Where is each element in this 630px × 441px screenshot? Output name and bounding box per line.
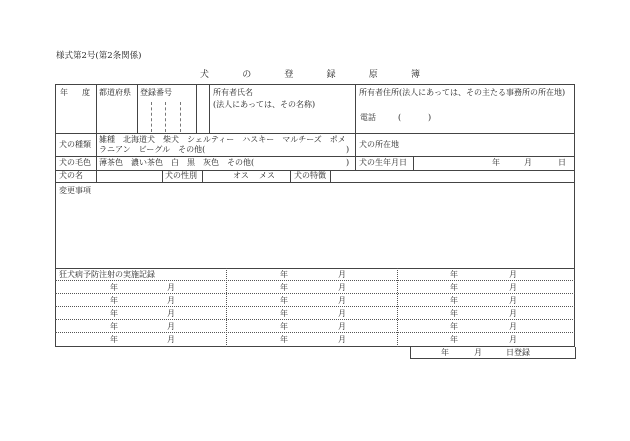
rabies-month: 月	[509, 322, 517, 331]
coat-label: 犬の毛色	[59, 158, 91, 167]
birth-year: 年	[492, 158, 500, 167]
footer-border	[575, 347, 576, 358]
col-divider	[96, 133, 97, 182]
rabies-record-label: 狂犬病予防注射の実施記録	[59, 270, 155, 279]
breed-other-close: )	[346, 145, 350, 154]
col-divider	[290, 170, 291, 182]
form-number: 様式第2号(第2条関係)	[56, 51, 142, 61]
col-divider	[413, 156, 414, 170]
rabies-year: 年	[450, 270, 458, 279]
breed-options-line2: ラニアン ビーグル その他(	[99, 145, 206, 154]
row-divider	[55, 182, 575, 183]
reg-digit-divider	[180, 102, 181, 132]
col-divider	[96, 84, 97, 133]
registration-year: 年	[441, 348, 449, 357]
rabies-year: 年	[450, 296, 458, 305]
rabies-month: 月	[167, 296, 175, 305]
rabies-year: 年	[280, 296, 288, 305]
form-title	[200, 71, 420, 80]
breed-label: 犬の種類	[59, 140, 91, 149]
birthdate-label: 犬の生年月日	[359, 158, 407, 167]
rabies-year: 年	[450, 335, 458, 344]
rabies-month: 月	[509, 309, 517, 318]
footer-border	[410, 358, 576, 359]
prefecture-label: 都道府県	[99, 88, 131, 97]
rabies-month: 月	[338, 283, 346, 292]
footer-border	[410, 347, 411, 358]
rabies-year: 年	[280, 335, 288, 344]
reg-digit-divider	[151, 102, 152, 132]
sex-label: 犬の性別	[165, 171, 197, 180]
rabies-year: 年	[280, 309, 288, 318]
title-char: 簿	[410, 70, 420, 80]
breed-options-line1: 雑種 北海道犬 柴犬 シェルティー ハスキー マルチーズ ポメ	[99, 135, 346, 144]
rabies-month: 月	[509, 270, 517, 279]
rabies-month: 月	[509, 296, 517, 305]
registration-day-label: 日登録	[506, 348, 530, 357]
rabies-row-divider	[55, 280, 575, 281]
rabies-year: 年	[450, 283, 458, 292]
rabies-year: 年	[110, 296, 118, 305]
rabies-year: 年	[280, 270, 288, 279]
rabies-month: 月	[338, 335, 346, 344]
dog-name-label: 犬の名	[59, 171, 83, 180]
rabies-year: 年	[110, 283, 118, 292]
rabies-row-divider	[55, 319, 575, 320]
phone-label: 電話	[360, 113, 376, 122]
sex-female: メス	[259, 171, 275, 180]
title-char: 登	[284, 70, 294, 80]
rabies-month: 月	[338, 309, 346, 318]
rabies-month: 月	[167, 309, 175, 318]
rabies-month: 月	[167, 283, 175, 292]
reg-digit-divider	[165, 102, 166, 132]
title-char: 録	[326, 70, 336, 80]
birth-month: 月	[524, 158, 532, 167]
birth-day: 日	[558, 158, 566, 167]
rabies-month: 月	[167, 322, 175, 331]
rabies-year: 年	[110, 309, 118, 318]
sex-male: オス	[233, 171, 249, 180]
col-divider	[330, 170, 331, 182]
owner-name-note: (法人にあっては、その名称)	[213, 100, 316, 109]
title-char: 原	[368, 70, 378, 80]
rabies-col-divider	[397, 268, 398, 347]
owner-address-label: 所有者住所(法人にあっては、その主たる事務所の所在地)	[359, 88, 566, 97]
row-divider	[55, 268, 575, 269]
title-char: の	[242, 70, 252, 80]
rabies-year: 年	[450, 322, 458, 331]
rabies-col-divider	[226, 268, 227, 347]
changes-label: 変更事項	[59, 186, 91, 195]
row-divider	[55, 133, 575, 134]
coat-other-close: )	[346, 158, 350, 167]
features-label: 犬の特徴	[294, 171, 326, 180]
col-divider	[162, 170, 163, 182]
location-label: 犬の所在地	[359, 140, 399, 149]
coat-options: 薄茶色 濃い茶色 白 黒 灰色 その他(	[99, 158, 255, 167]
rabies-row-divider	[55, 332, 575, 333]
rabies-row-divider	[55, 293, 575, 294]
col-divider	[202, 170, 203, 182]
rabies-month: 月	[509, 335, 517, 344]
registration-month: 月	[474, 348, 482, 357]
rabies-year: 年	[110, 322, 118, 331]
rabies-month: 月	[338, 270, 346, 279]
fiscal-year-label: 年 度	[60, 88, 90, 97]
col-divider	[196, 84, 197, 133]
rabies-year: 年	[280, 283, 288, 292]
row-divider	[55, 156, 575, 157]
owner-name-label: 所有者氏名	[213, 88, 253, 97]
rabies-month: 月	[509, 283, 517, 292]
col-divider	[137, 84, 138, 133]
rabies-row-divider	[55, 306, 575, 307]
rabies-year: 年	[450, 309, 458, 318]
rabies-month: 月	[338, 296, 346, 305]
col-divider	[355, 84, 356, 133]
title-char: 犬	[200, 70, 210, 80]
rabies-month: 月	[167, 335, 175, 344]
registration-number-label: 登録番号	[140, 88, 172, 97]
rabies-year: 年	[110, 335, 118, 344]
phone-open-paren: (	[398, 113, 402, 122]
col-divider	[209, 84, 210, 133]
register-table	[55, 84, 575, 347]
rabies-year: 年	[280, 322, 288, 331]
phone-close-paren: )	[428, 113, 432, 122]
rabies-month: 月	[338, 322, 346, 331]
col-divider	[355, 133, 356, 170]
